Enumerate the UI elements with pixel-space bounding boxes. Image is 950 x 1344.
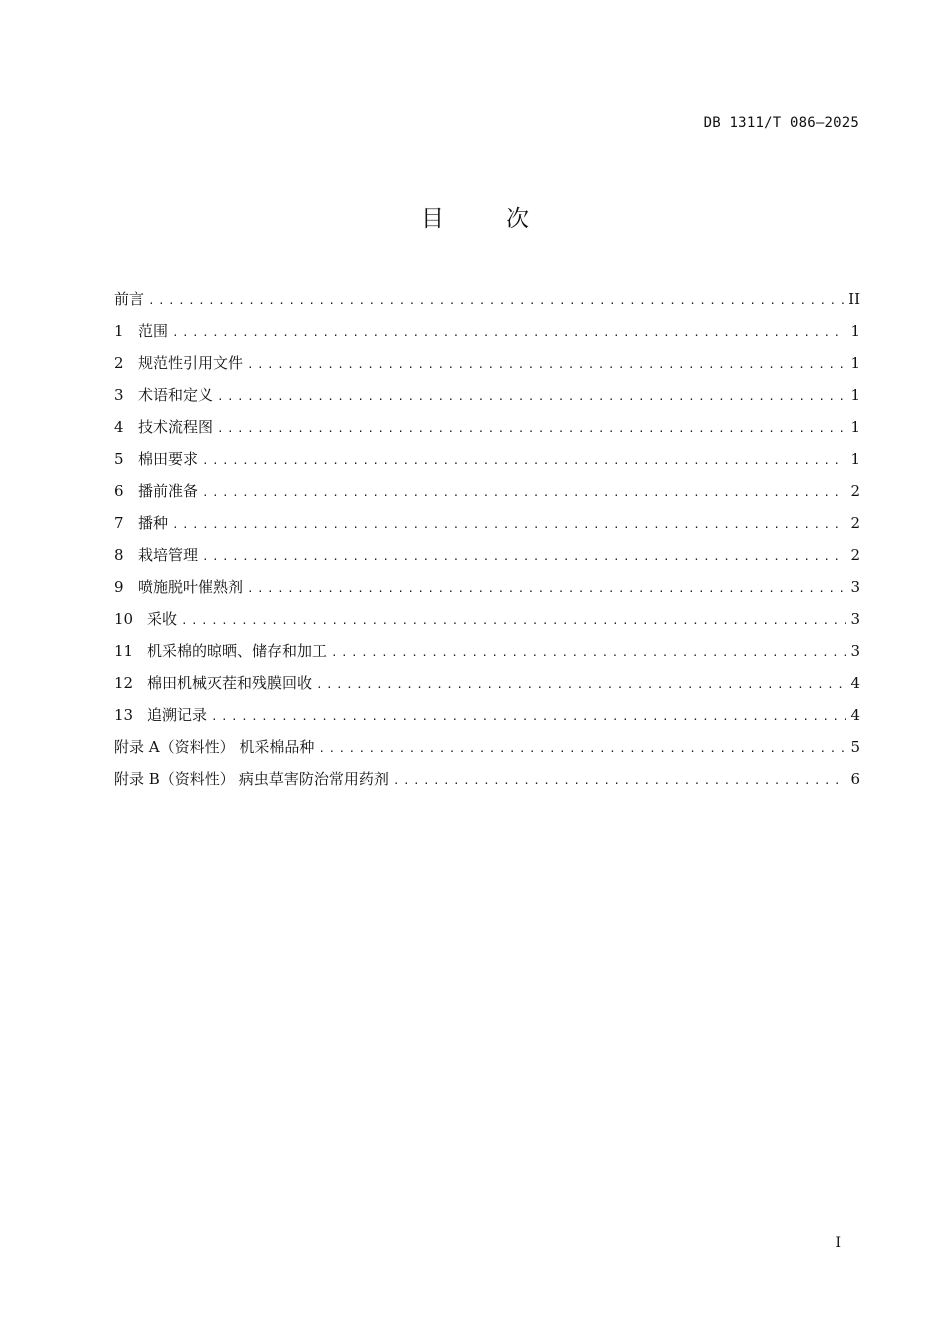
toc-entry-page: 3 xyxy=(850,642,860,660)
toc-entry-9[interactable] xyxy=(114,575,860,607)
toc-entry-label: 病虫草害防治常用药剂 xyxy=(238,770,389,788)
toc-entry-label: 棉田机械灭茬和残膜回收 xyxy=(147,674,313,692)
toc-entry-13[interactable] xyxy=(114,703,860,735)
toc-entry-label: 技术流程图 xyxy=(138,418,214,436)
toc-entry-label: 前言 xyxy=(114,290,145,308)
toc-entry-page: 1 xyxy=(850,354,860,372)
document-code: DB 1311/T 086—2025 xyxy=(703,115,859,131)
toc-entry-label: 栽培管理 xyxy=(138,546,199,564)
toc-entry-1[interactable] xyxy=(114,319,860,351)
toc-dot-leader xyxy=(393,769,847,793)
toc-entry-2[interactable] xyxy=(114,351,860,383)
toc-entry-page: 1 xyxy=(850,418,860,436)
toc-entry-page: 4 xyxy=(850,674,860,692)
toc-entry-number: 11 xyxy=(114,642,134,660)
page-number: I xyxy=(835,1235,841,1251)
toc-entry-page: 3 xyxy=(850,578,860,596)
toc-entry-label: 追溯记录 xyxy=(147,706,208,724)
toc-entry-page: 1 xyxy=(850,322,860,340)
toc-dot-leader xyxy=(217,385,846,409)
toc-entry-number: 7 xyxy=(114,514,124,532)
toc-entry-10[interactable] xyxy=(114,607,860,639)
toc-entry-number: 4 xyxy=(114,418,124,436)
toc-entry-number: 8 xyxy=(114,546,124,564)
toc-entry-8[interactable] xyxy=(114,543,860,575)
toc-dot-leader xyxy=(181,609,846,633)
toc-dot-leader xyxy=(217,417,846,441)
toc-entry-number: 13 xyxy=(114,706,134,724)
toc-entry-number: 3 xyxy=(114,386,124,404)
toc-entry-page: II xyxy=(848,290,860,308)
toc-entry-label: 范围 xyxy=(138,322,169,340)
toc-entry-number: 6 xyxy=(114,482,124,500)
toc-dot-leader xyxy=(202,545,846,569)
table-of-contents xyxy=(114,287,860,799)
toc-entry-3[interactable] xyxy=(114,383,860,415)
toc-entry-page: 2 xyxy=(850,514,860,532)
toc-entry-page: 1 xyxy=(850,450,860,468)
toc-dot-leader xyxy=(148,289,844,313)
toc-entry-label: 播种 xyxy=(138,514,169,532)
toc-entry-page: 1 xyxy=(850,386,860,404)
toc-entry-label: 棉田要求 xyxy=(138,450,199,468)
toc-entry-label: 机采棉品种 xyxy=(239,738,315,756)
toc-dot-leader xyxy=(247,353,846,377)
toc-entry-page: 6 xyxy=(850,770,860,788)
toc-entry-number: 2 xyxy=(114,354,124,372)
toc-entry-5[interactable] xyxy=(114,447,860,479)
toc-entry-number: 5 xyxy=(114,450,124,468)
toc-entry-preface[interactable] xyxy=(114,287,860,319)
toc-entry-number: 1 xyxy=(114,322,124,340)
toc-dot-leader xyxy=(318,737,846,761)
toc-entry-label: 规范性引用文件 xyxy=(138,354,244,372)
toc-dot-leader xyxy=(202,481,846,505)
toc-entry-page: 3 xyxy=(850,610,860,628)
toc-entry-number: 12 xyxy=(114,674,134,692)
toc-entry-appendix-a[interactable] xyxy=(114,735,860,767)
toc-entry-label: 喷施脱叶催熟剂 xyxy=(138,578,244,596)
toc-entry-6[interactable] xyxy=(114,479,860,511)
toc-entry-page: 2 xyxy=(850,546,860,564)
toc-entry-page: 2 xyxy=(850,482,860,500)
toc-appendix-prefix: 附录 B（资料性） xyxy=(114,770,235,788)
toc-dot-leader xyxy=(316,673,846,697)
toc-entry-label: 机采棉的晾晒、储存和加工 xyxy=(147,642,328,660)
toc-dot-leader xyxy=(247,577,846,601)
toc-entry-number: 10 xyxy=(114,610,134,628)
toc-dot-leader xyxy=(202,449,846,473)
toc-appendix-prefix: 附录 A（资料性） xyxy=(114,738,235,756)
toc-entry-11[interactable] xyxy=(114,639,860,671)
toc-entry-7[interactable] xyxy=(114,511,860,543)
toc-entry-page: 4 xyxy=(850,706,860,724)
toc-entry-number: 9 xyxy=(114,578,124,596)
toc-entry-label: 术语和定义 xyxy=(138,386,214,404)
toc-dot-leader xyxy=(211,705,846,729)
toc-dot-leader xyxy=(331,641,846,665)
toc-entry-appendix-b[interactable] xyxy=(114,767,860,799)
toc-dot-leader xyxy=(172,513,846,537)
toc-entry-label: 采收 xyxy=(147,610,178,628)
toc-entry-4[interactable] xyxy=(114,415,860,447)
toc-entry-12[interactable] xyxy=(114,671,860,703)
page-title: 目次 xyxy=(421,206,591,232)
toc-entry-page: 5 xyxy=(850,738,860,756)
toc-entry-label: 播前准备 xyxy=(138,482,199,500)
toc-dot-leader xyxy=(172,321,846,345)
